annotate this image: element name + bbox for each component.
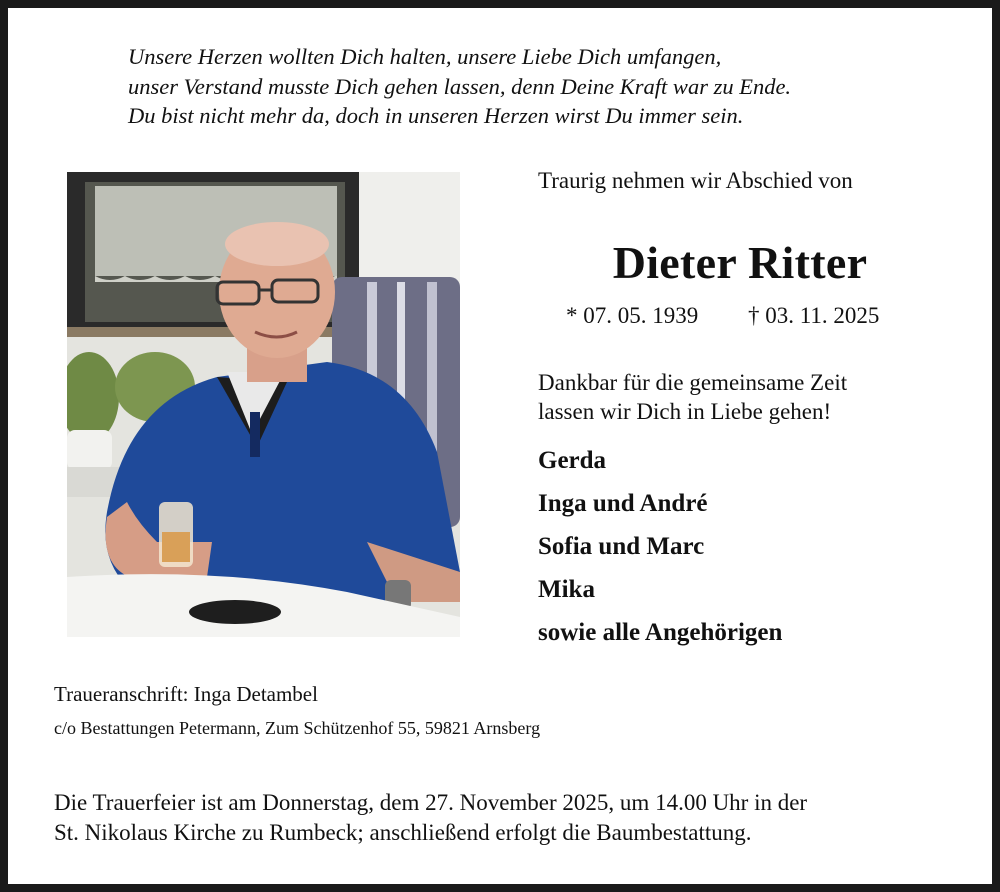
birth-date: * 07. 05. 1939 bbox=[566, 303, 699, 328]
poem-line: unser Verstand musste Dich gehen lassen, denn Deine Kraft war zu Ende. bbox=[128, 73, 792, 99]
death-date: † 03. 11. 2025 bbox=[748, 303, 880, 328]
mourning-address: c/o Bestattungen Petermann, Zum Schützenhof 55, 59821 Arnsberg bbox=[54, 718, 541, 738]
thanks-text bbox=[538, 368, 847, 426]
poem-line: Unsere Herzen wollten Dich halten, unsere Liebe Dich umfangen, bbox=[128, 44, 722, 69]
family-member: Mika bbox=[538, 576, 595, 603]
family-list bbox=[538, 443, 782, 658]
family-member: Gerda bbox=[538, 447, 607, 474]
family-member: Sofia und Marc bbox=[538, 533, 705, 560]
deceased-name: Dieter Ritter bbox=[612, 237, 868, 288]
family-member: sowie alle Angehörigen bbox=[538, 619, 783, 646]
life-dates bbox=[566, 303, 879, 329]
thanks-line: lassen wir Dich in Liebe gehen! bbox=[538, 399, 832, 424]
mourning-address-label: Traueranschrift: Inga Detambel bbox=[54, 682, 318, 706]
ceremony-line: St. Nikolaus Kirche zu Rumbeck; anschließend erfolgt die Baumbestattung. bbox=[54, 820, 752, 845]
portrait-photo bbox=[67, 172, 460, 637]
intro-text: Traurig nehmen wir Abschied von bbox=[538, 168, 853, 193]
family-member: Inga und André bbox=[538, 490, 708, 517]
ceremony-info bbox=[54, 788, 807, 848]
ceremony-line: Die Trauerfeier ist am Donnerstag, dem 27. November 2025, um 14.00 Uhr in der bbox=[54, 790, 808, 815]
poem-line: Du bist nicht mehr da, doch in unseren Herzen wirst Du immer sein. bbox=[128, 103, 744, 128]
poem bbox=[128, 42, 791, 131]
thanks-line: Dankbar für die gemeinsame Zeit bbox=[538, 370, 848, 395]
